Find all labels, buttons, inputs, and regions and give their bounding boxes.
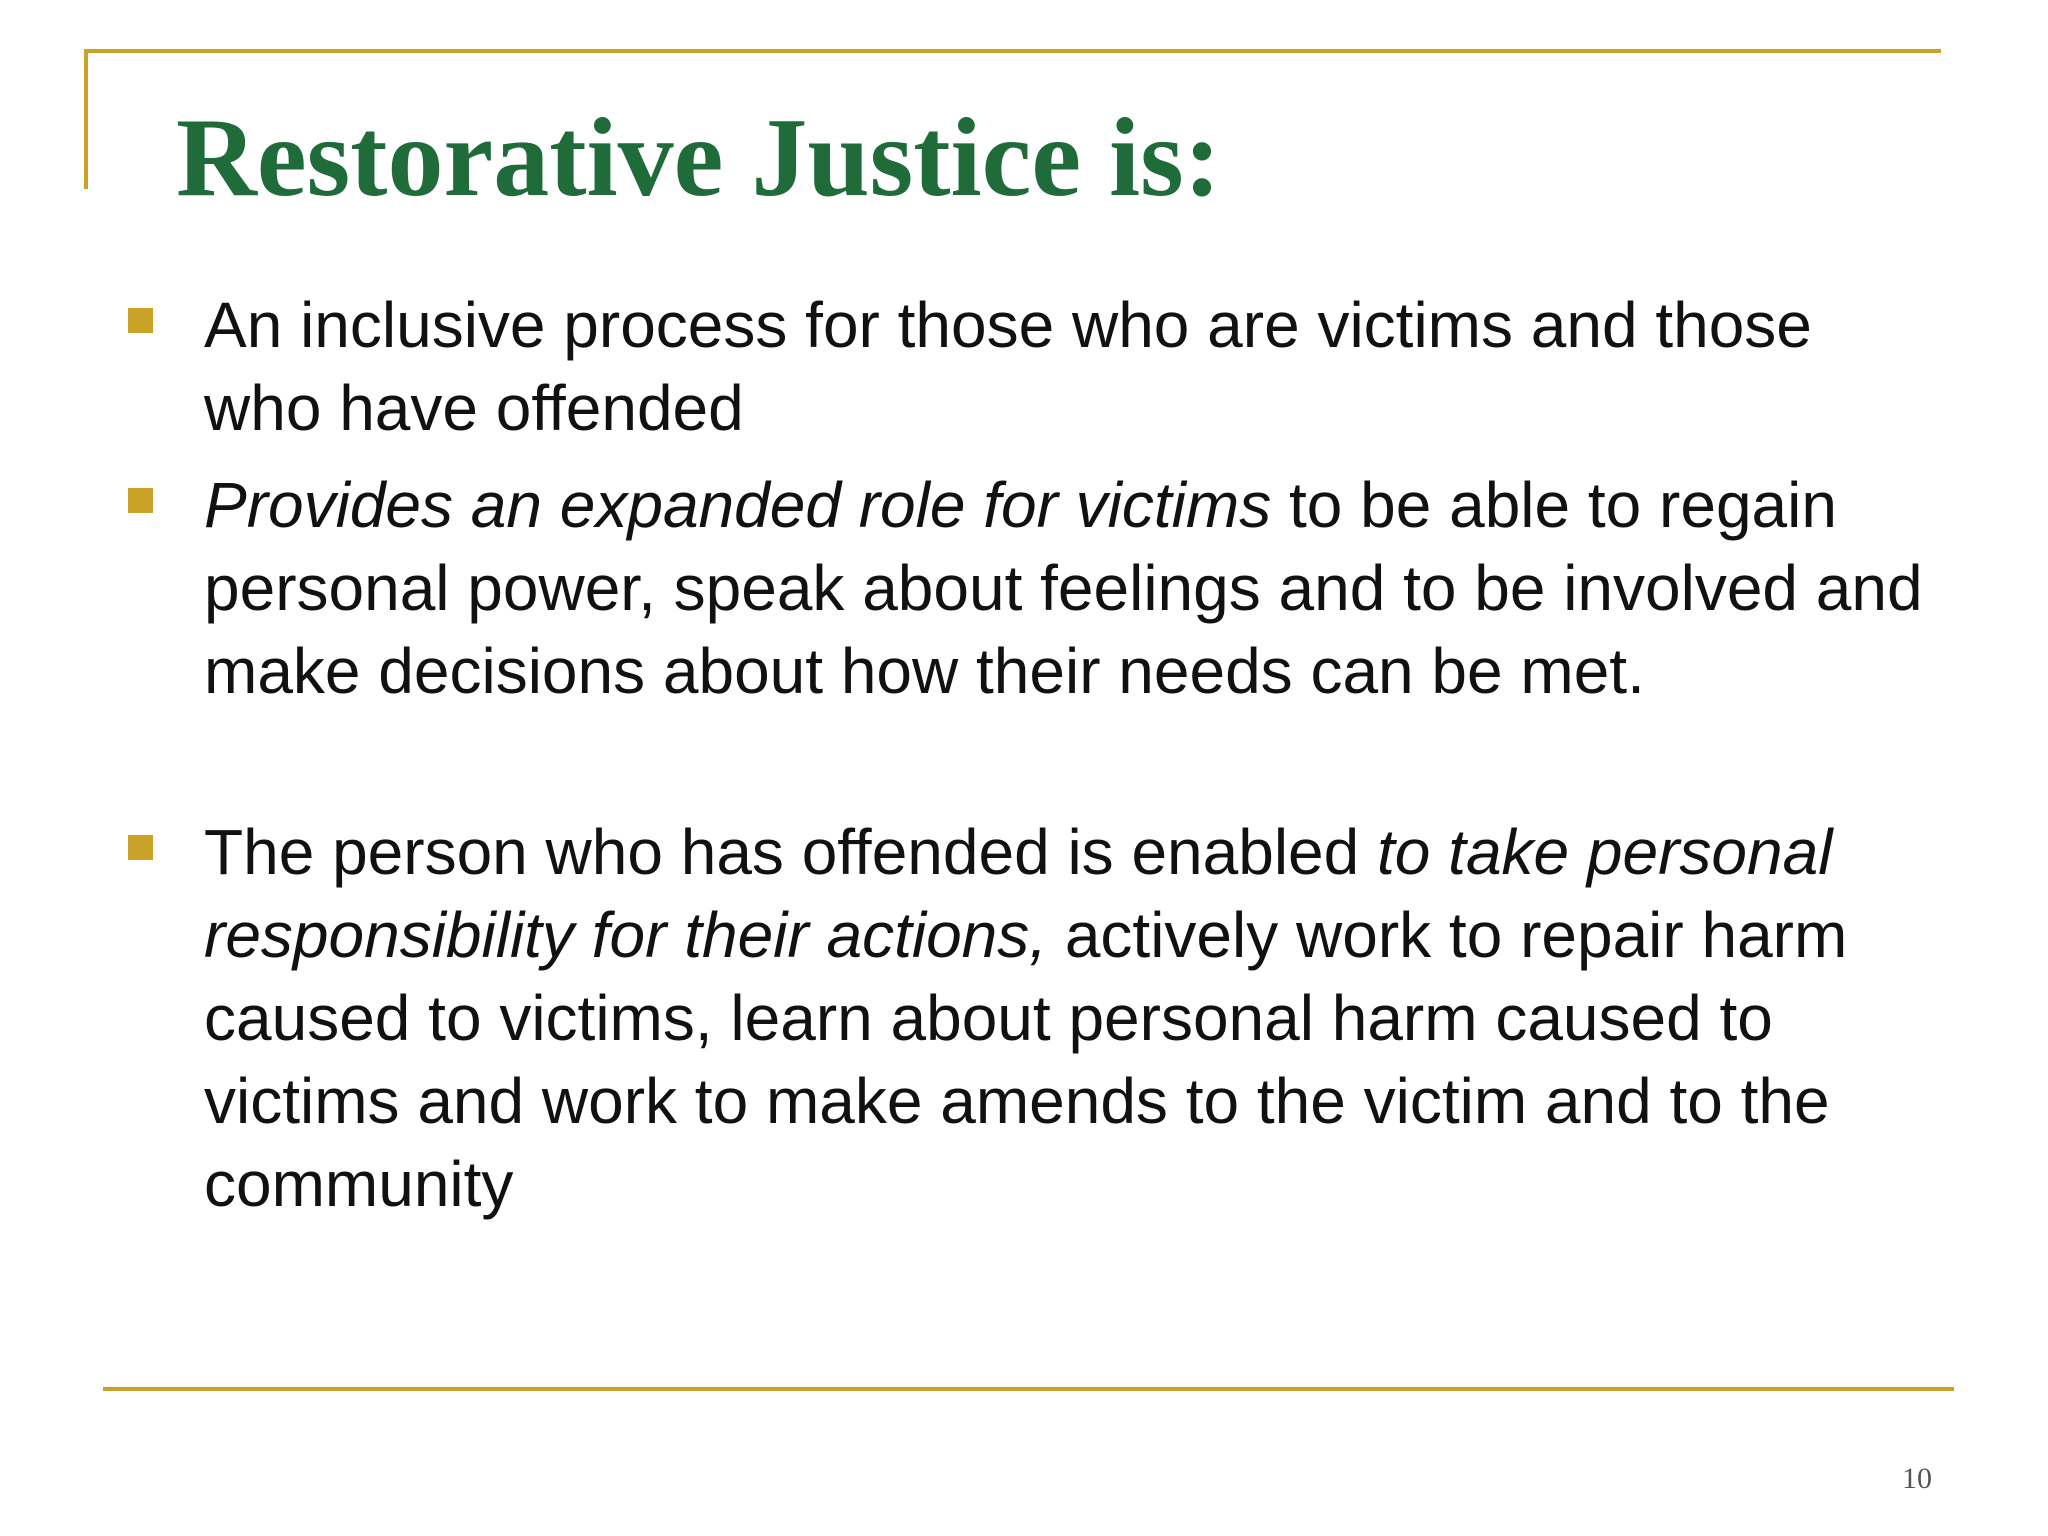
bullet-text: The person who has offended is enabled bbox=[204, 816, 1377, 888]
bullet-text: to be able to regain personal power, speak about feelings and to be involved and make decisions about how their needs can be met. bbox=[204, 469, 1923, 707]
bullet-text: actively work to repair harm caused to victims, learn about personal harm caused to victims and work to make amends to the victim and to the community bbox=[204, 899, 1848, 1220]
bullet-text-italic: to take personal responsibility for their actions, bbox=[204, 816, 1833, 971]
square-bullet-icon bbox=[128, 835, 153, 860]
bullet-item bbox=[204, 464, 1944, 713]
slide-title: Restorative Justice is: bbox=[176, 96, 1222, 220]
square-bullet-icon bbox=[128, 488, 153, 513]
bullet-item bbox=[204, 811, 1944, 1226]
bullet-text-italic: Provides an expanded role for victims bbox=[204, 469, 1272, 541]
left-rule bbox=[84, 49, 88, 189]
bottom-rule bbox=[103, 1387, 1954, 1391]
bullet-item bbox=[204, 284, 1944, 450]
page-number: 10 bbox=[1902, 1462, 1932, 1495]
top-rule bbox=[84, 49, 1941, 53]
square-bullet-icon bbox=[128, 308, 153, 333]
bullet-text: An inclusive process for those who are victims and those who have offended bbox=[204, 289, 1812, 444]
